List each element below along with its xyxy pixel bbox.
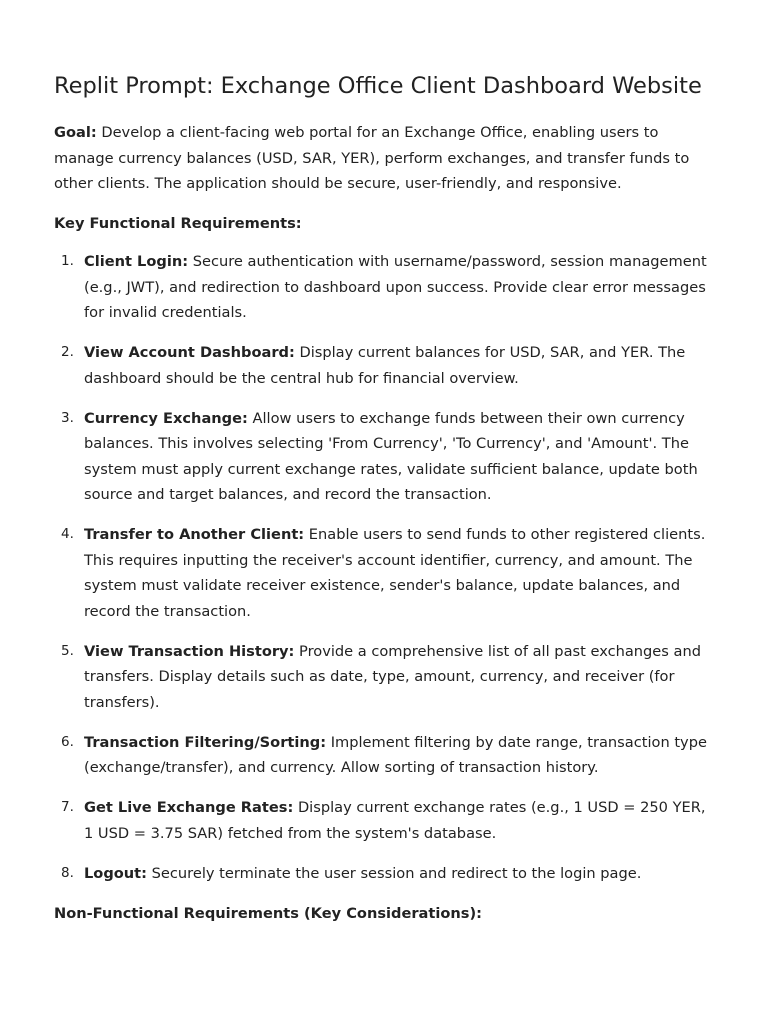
functional-requirements-list xyxy=(54,249,712,886)
goal-text: Develop a client-facing web portal for an Exchange Office, enabling users to manage currency balances (USD, SAR, YER), perform exchanges, and transfer funds to other clients. The application should be secure, user-friendly, and responsive. xyxy=(54,124,690,192)
functional-requirements-heading: Key Functional Requirements: xyxy=(54,214,302,232)
list-item-text: Display current exchange rates (e.g., 1 USD = 250 YER, 1 USD = 3.75 SAR) fetched from the system's database. xyxy=(84,799,706,842)
list-item-number: 3. xyxy=(61,409,74,426)
list-item-body xyxy=(84,861,712,887)
list-item xyxy=(54,730,712,781)
list-item-number: 6. xyxy=(61,733,74,750)
goal-label: Goal: xyxy=(54,124,97,141)
list-item-text: Provide a comprehensive list of all past exchanges and transfers. Display details such as date, type, amount, currency, and receiver (for transfers). xyxy=(84,642,701,711)
page-title: Replit Prompt: Exchange Office Client Dashboard Website xyxy=(54,73,702,99)
list-item-label: View Account Dashboard: xyxy=(84,344,295,361)
list-item-label: Logout: xyxy=(84,864,147,882)
goal-paragraph xyxy=(54,120,712,197)
list-item-body xyxy=(84,795,712,846)
list-item-body xyxy=(84,730,712,781)
list-item-number: 4. xyxy=(61,526,74,542)
list-item-body xyxy=(84,406,712,508)
list-item-body xyxy=(84,522,712,624)
list-item-text: Allow users to exchange funds between their own currency balances. This involves selecting 'From Currency', 'To Currency', and 'Amount'. The system must apply current exchange rates, validate sufficient balance, update both source and target balances, and record the transaction. xyxy=(84,409,698,503)
list-item-text: Implement filtering by date range, transaction type (exchange/transfer), and currency. Allow sorting of transaction history. xyxy=(84,733,707,776)
list-item xyxy=(54,249,712,326)
list-item-label: Client Login: xyxy=(84,253,189,270)
list-item-number: 5. xyxy=(61,642,74,659)
list-item xyxy=(54,639,712,716)
list-item-text: Secure authentication with username/password, session management (e.g., JWT), and redirection to dashboard upon success. Provide clear error messages for invalid credentials. xyxy=(84,253,707,321)
nonfunctional-requirements-heading: Non-Functional Requirements (Key Considerations): xyxy=(54,904,482,922)
list-item xyxy=(54,861,712,887)
list-item-text: Securely terminate the user session and redirect to the login page. xyxy=(151,864,642,882)
list-item-label: View Transaction History: xyxy=(84,642,295,660)
list-item-label: Currency Exchange: xyxy=(84,409,248,427)
list-item-body xyxy=(84,639,712,716)
list-item-label: Transfer to Another Client: xyxy=(84,526,305,543)
list-item-body xyxy=(84,340,712,391)
list-item-number: 1. xyxy=(61,253,74,269)
list-item xyxy=(54,340,712,391)
list-item-text: Display current balances for USD, SAR, and YER. The dashboard should be the central hub for financial overview. xyxy=(84,344,686,387)
list-item xyxy=(54,522,712,624)
list-item-number: 7. xyxy=(61,799,74,815)
list-item xyxy=(54,795,712,846)
list-item-body xyxy=(84,249,712,326)
list-item-number: 8. xyxy=(61,864,74,881)
list-item-label: Get Live Exchange Rates: xyxy=(84,799,294,816)
list-item-number: 2. xyxy=(61,344,74,360)
list-item-text: Enable users to send funds to other registered clients. This requires inputting the receiver's account identifier, currency, and amount. The system must validate receiver existence, sender's balance, update balances, and record the transaction. xyxy=(84,526,706,620)
list-item xyxy=(54,406,712,508)
list-item-label: Transaction Filtering/Sorting: xyxy=(84,733,327,751)
